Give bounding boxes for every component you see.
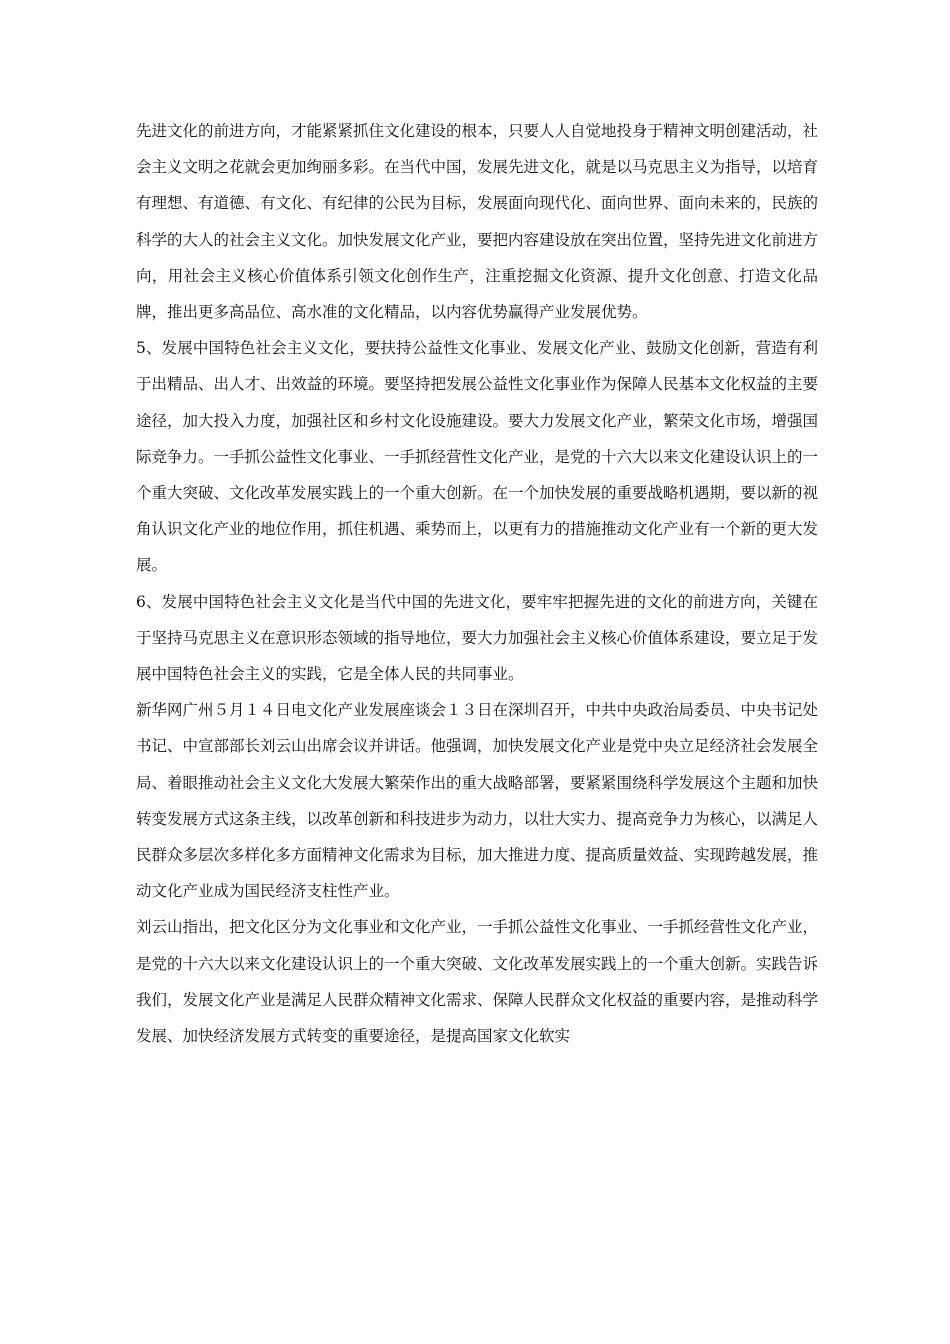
paragraph-xinhua-report: 新华网广州５月１４日电文化产业发展座谈会１３日在深圳召开，中共中央政治局委员、中央书记处书记、中宣部部长刘云山出席会议并讲话。他强调，加快发展文化产业是党中央立足经济社会发展全局、着眼推动社会主义文化大发展大繁荣作出的重大战略部署，要紧紧围绕科学发展这个主题和加快转变发展方式这条主线，以改革创新和科技进步为动力，以壮大实力、提高竞争力为核心，以满足人民群众多层次多样化多方面精神文化需求为目标，加大推进力度、提高质量效益、实现跨越发展，推动文化产业成为国民经济支柱性产业。	[136, 701, 819, 901]
paragraph-point-6: 6、发展中国特色社会主义文化是当代中国的先进文化，要牢牢把握先进的文化的前进方向，关键在于坚持马克思主义在意识形态领域的指导地位，要大力加强社会主义核心价值体系建设，要立足于发展中国特色社会主义的实践，它是全体人民的共同事业。	[136, 592, 819, 684]
paragraph-culture-direction: 先进文化的前进方向，才能紧紧抓住文化建设的根本，只要人人自觉地投身于精神文明创建活动，社会主义文明之花就会更加绚丽多彩。在当代中国，发展先进文化，就是以马克思主义为指导，以培育有理想、有道德、有文化、有纪律的公民为目标，发展面向现代化、面向世界、面向未来的，民族的科学的大人的社会主义文化。加快发展文化产业，要把内容建设放在突出位置，坚持先进文化前进方向，用社会主义核心价值体系引领文化创作生产，注重挖掘文化资源、提升文化创意、打造文化品牌，推出更多高品位、高水准的文化精品，以内容优势赢得产业发展优势。	[136, 122, 819, 322]
paragraph-liu-yunshan: 刘云山指出，把文化区分为文化事业和文化产业，一手抓公益性文化事业、一手抓经营性文化产业，是党的十六大以来文化建设认识上的一个重大突破、文化改革发展实践上的一个重大创新。实践告诉我们，发展文化产业是满足人民群众精神文化需求、保障人民群众文化权益的重要内容，是推动科学发展、加快经济发展方式转变的重要途径，是提高国家文化软实	[136, 918, 819, 1046]
paragraph-point-5: 5、发展中国特色社会主义文化，要扶持公益性文化事业、发展文化产业、鼓励文化创新，营造有利于出精品、出人才、出效益的环境。要坚持把发展公益性文化事业作为保障人民基本文化权益的主要途径，加大投入力度，加强社区和乡村文化设施建设。要大力发展文化产业，繁荣文化市场，增强国际竞争力。一手抓公益性文化事业、一手抓经营性文化产业，是党的十六大以来文化建设认识上的一个重大突破、文化改革发展实践上的一个重大创新。在一个加快发展的重要战略机遇期，要以新的视角认识文化产业的地位作用，抓住机遇、乘势而上，以更有力的措施推动文化产业有一个新的更大发展。	[136, 339, 819, 575]
document-body	[136, 113, 818, 1054]
